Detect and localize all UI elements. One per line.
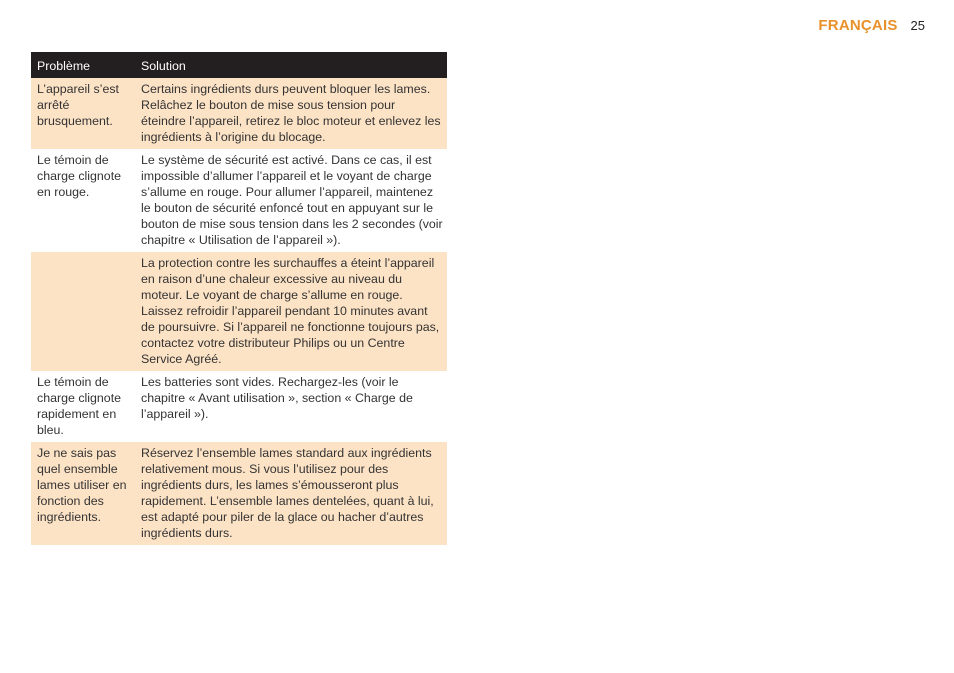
language-label: FRANÇAIS [818,17,898,34]
table-row [31,149,447,252]
solution-cell: La protection contre les surchauffes a éteint l’appareil en raison d’une chaleur excessive au niveau du moteur. Le voyant de charge s’allume en rouge. Laissez refroidir l’appareil pendant 10 minutes avant de poursuivre. Si l’appareil ne fonctionne toujours pas, contactez votre distributeur Philips ou un Centre Service Agréé. [135,252,447,371]
page-number: 25 [910,18,925,33]
column-header-solution: Solution [135,52,447,78]
solution-cell: Certains ingrédients durs peuvent bloquer les lames. Relâchez le bouton de mise sous tension pour éteindre l’appareil, retirez le bloc moteur et enlevez les ingrédients à l’origine du blocage. [135,78,447,149]
troubleshooting-table [31,52,447,545]
problem-cell [31,252,135,371]
problem-cell: Le témoin de charge clignote en rouge. [31,149,135,252]
table-row [31,252,447,371]
problem-cell: L’appareil s’est arrêté brusquement. [31,78,135,149]
solution-cell: Le système de sécurité est activé. Dans ce cas, il est impossible d’allumer l’appareil et le voyant de charge s’allume en rouge. Pour allumer l’appareil, maintenez le bouton de sécurité enfoncé tout en appuyant sur le bouton de mise sous tension dans les 2 secondes (voir chapitre « Utilisation de l’appareil »). [135,149,447,252]
table-row [31,442,447,545]
problem-cell: Le témoin de charge clignote rapidement en bleu. [31,371,135,442]
problem-cell: Je ne sais pas quel ensemble lames utiliser en fonction des ingrédients. [31,442,135,545]
page-header [818,17,925,34]
solution-cell: Les batteries sont vides. Rechargez-les (voir le chapitre « Avant utilisation », section « Charge de l’appareil »). [135,371,447,442]
column-header-problem: Problème [31,52,135,78]
table-row [31,78,447,149]
solution-cell: Réservez l’ensemble lames standard aux ingrédients relativement mous. Si vous l’utilisez pour des ingrédients durs, les lames s’émousseront plus rapidement. L’ensemble lames dentelées, quant à lui, est adapté pour piler de la glace ou hacher d’autres ingrédients durs. [135,442,447,545]
table-row [31,371,447,442]
table-header-row [31,52,447,78]
